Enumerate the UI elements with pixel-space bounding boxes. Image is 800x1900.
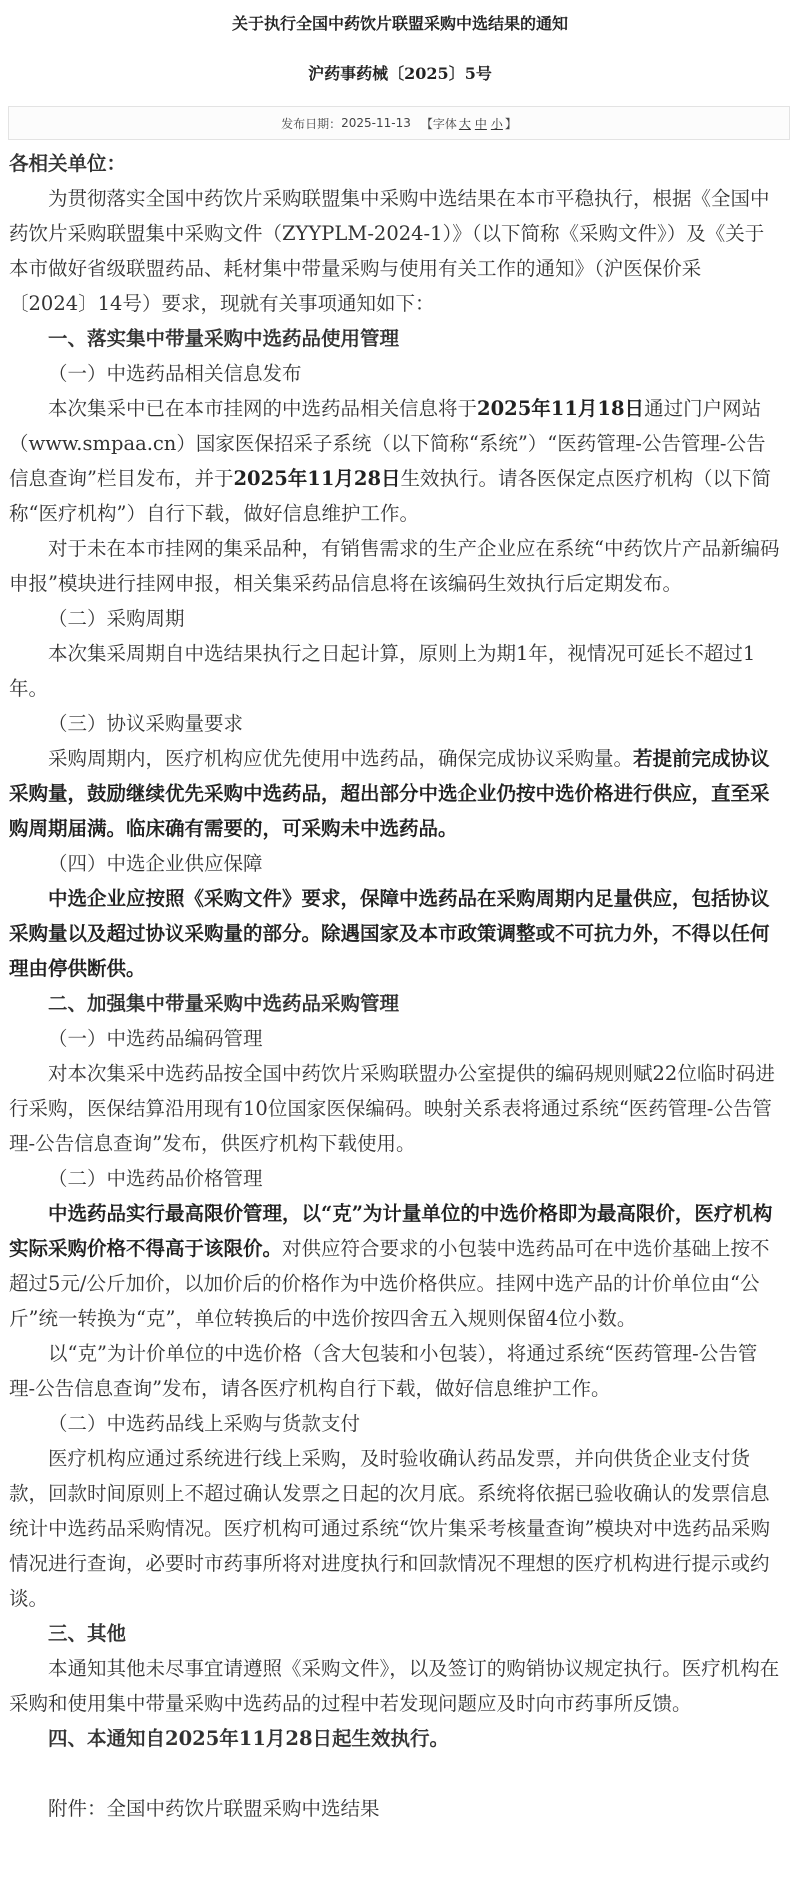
- text-run: 采购周期内，医疗机构应优先使用中选药品，确保完成协议采购量。: [48, 747, 634, 770]
- notice-body: [0, 146, 800, 1826]
- section-1-sub-4-heading: （四）中选企业供应保障: [48, 852, 263, 875]
- font-size-suffix: 】: [504, 116, 517, 131]
- section-2-paragraph-3: 以“克”为计价单位的中选价格（含大包装和小包装），将通过系统“医药管理-公告管理-公告信息查询”发布，请各医疗机构自行下载，做好信息维护工作。: [9, 1342, 758, 1400]
- section-2-sub-2-heading: （二）中选药品价格管理: [48, 1167, 263, 1190]
- text-run: 本次集采中已在本市挂网的中选药品相关信息将于: [48, 397, 478, 420]
- section-2-paragraph-1: 对本次集采中选药品按全国中药饮片采购联盟办公室提供的编码规则赋22位临时码进行采购，医保结算沿用现有10位国家医保编码。映射关系表将通过系统“医药管理-公告管理-公告信息查询”发布，供医疗机构下载使用。: [9, 1062, 775, 1155]
- intro-paragraph: 为贯彻落实全国中药饮片采购联盟集中采购中选结果在本市平稳执行，根据《全国中药饮片采购联盟集中采购文件（ZYYPLM-2024-1）》（以下简称《采购文件》）及《关于本市做好省级联盟药品、耗材集中带量采购与使用有关工作的通知》（沪医保价采〔2024〕14号）要求，现就有关事项通知如下：: [9, 187, 770, 315]
- section-1-paragraph-2: 对于未在本市挂网的集采品种，有销售需求的生产企业应在系统“中药饮片产品新编码申报”模块进行挂网申报，相关集采药品信息将在该编码生效执行后定期发布。: [9, 537, 780, 595]
- section-1-paragraph-4: [9, 741, 780, 846]
- section-2-paragraph-2: [9, 1196, 780, 1336]
- font-size-medium-link[interactable]: 中: [474, 116, 487, 131]
- section-1-paragraph-5: 中选企业应按照《采购文件》要求，保障中选药品在采购周期内足量供应，包括协议采购量以及超过协议采购量的部分。除遇国家及本市政策调整或不可抗力外，不得以任何理由停供断供。: [9, 887, 770, 980]
- section-1-paragraph-1: [9, 391, 780, 531]
- section-1-sub-3-heading: （三）协议采购量要求: [48, 712, 244, 735]
- section-1-sub-2-heading: （二）采购周期: [48, 607, 185, 630]
- section-3-heading: 三、其他: [48, 1622, 127, 1645]
- section-1-paragraph-3: 本次集采周期自中选结果执行之日起计算，原则上为期1年，视情况可延长不超过1年。: [9, 642, 756, 700]
- font-size-large-link[interactable]: 大: [458, 116, 471, 131]
- section-2-heading: 二、加强集中带量采购中选药品采购管理: [48, 992, 400, 1015]
- font-size-prefix: 【字体: [420, 116, 457, 131]
- bold-text-run: 中选药品实行最高限价管理，以“克”为计量单位的中选价格即为最高限价，医疗机构实际采购价格不得高于该限价。: [9, 1202, 773, 1260]
- font-size-small-link[interactable]: 小: [490, 116, 503, 131]
- text-run: 生效执行。请各医保定点医疗机构（以下简称“医疗机构”）自行下载，做好信息维护工作。: [9, 467, 772, 525]
- document-number: 沪药事药械〔2025〕5号: [308, 64, 492, 83]
- effective-date-highlight: 2025年11月28日: [233, 467, 401, 490]
- publish-date: 2025-11-13: [341, 116, 411, 130]
- section-3-paragraph-1: 本通知其他未尽事宜请遵照《采购文件》，以及签订的购销协议规定执行。医疗机构在采购和使用集中带量采购中选药品的过程中若发现问题应及时向市药事所反馈。: [9, 1657, 780, 1715]
- page-title: 关于执行全国中药饮片联盟采购中选结果的通知: [231, 14, 568, 33]
- spacer: [9, 1756, 780, 1791]
- bold-text-run: 若提前完成协议采购量，鼓励继续优先采购中选药品，超出部分中选企业仍按中选价格进行供应，直至采购周期届满。临床确有需要的，可采购未中选药品。: [9, 747, 770, 840]
- meta-bar: [8, 106, 790, 140]
- section-1-heading: 一、落实集中带量采购中选药品使用管理: [48, 327, 400, 350]
- attachment-line: 附件：全国中药饮片联盟采购中选结果: [48, 1797, 380, 1820]
- section-4-heading: 四、本通知自2025年11月28日起生效执行。: [48, 1727, 450, 1750]
- salutation: 各相关单位：: [9, 152, 127, 175]
- section-2-sub-1-heading: （一）中选药品编码管理: [48, 1027, 263, 1050]
- section-1-sub-1-heading: （一）中选药品相关信息发布: [48, 362, 302, 385]
- publish-date-label: 发布日期：: [281, 116, 342, 131]
- section-2-sub-3-heading: （二）中选药品线上采购与货款支付: [48, 1412, 361, 1435]
- publish-date-highlight: 2025年11月18日: [477, 397, 645, 420]
- text-run: 对供应符合要求的小包装中选药品可在中选价基础上按不超过5元/公斤加价，以加价后的价格作为中选价格供应。挂网中选产品的计价单位由“公斤”统一转换为“克”，单位转换后的中选价按四舍五入规则保留4位小数。: [9, 1237, 770, 1330]
- section-2-paragraph-4: 医疗机构应通过系统进行线上采购，及时验收确认药品发票，并向供货企业支付货款，回款时间原则上不超过确认发票之日起的次月底。系统将依据已验收确认的发票信息统计中选药品采购情况。医疗机构可通过系统“饮片集采考核量查询”模块对中选药品采购情况进行查询，必要时市药事所将对进度执行和回款情况不理想的医疗机构进行提示或约谈。: [9, 1447, 770, 1610]
- text-run: 通过门户网站（www.smpaa.cn）国家医保招采子系统（以下简称“系统”）“医药管理-公告管理-公告信息查询”栏目发布，并于: [9, 397, 766, 490]
